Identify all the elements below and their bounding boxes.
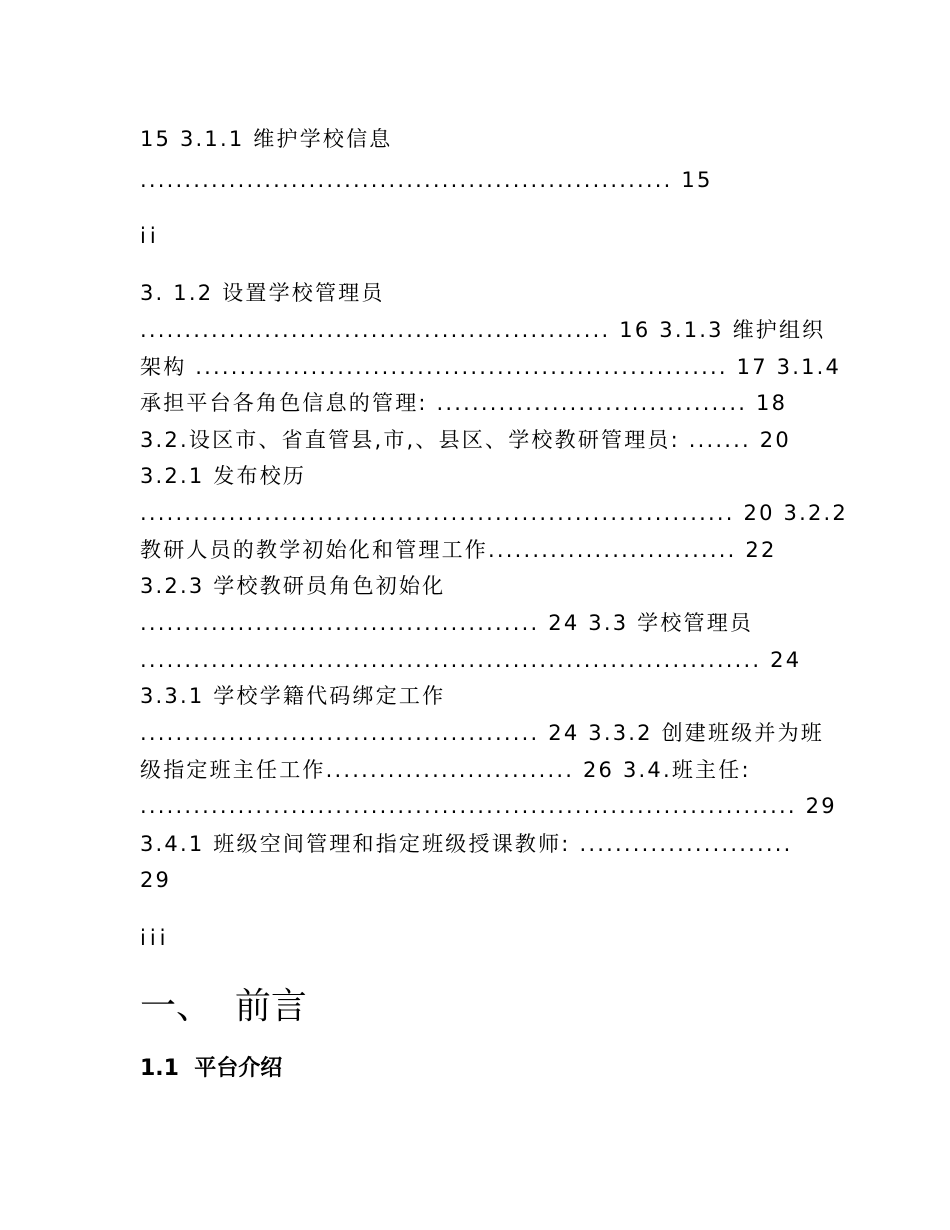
toc-line: ............................................................ 15: [140, 168, 713, 192]
toc-line: ..................................................... 16 3.1.3 维护组织: [140, 318, 826, 342]
subsection-heading-platform-intro: 1.1 平台介绍: [140, 1056, 283, 1081]
toc-line: ...................................................................... 24: [140, 648, 802, 672]
toc-line: 级指定班主任工作............................ 26 3.4.班主任:: [140, 758, 751, 782]
toc-line: 承担平台各角色信息的管理: ................................... 18: [140, 391, 788, 415]
toc-line: 3.2.1 发布校历: [140, 464, 307, 488]
page-number-roman: iii: [140, 926, 170, 950]
toc-line: ................................................................... 20 3.2.2: [140, 501, 848, 525]
toc-line: 29: [140, 868, 172, 892]
toc-line: 3.2.设区市、省直管县,市,、县区、学校教研管理员: ....... 20: [140, 428, 791, 452]
toc-line: 3.4.1 班级空间管理和指定班级授课教师: ........................: [140, 832, 793, 856]
page-number-roman: ii: [140, 224, 160, 248]
toc-line: 15 3.1.1 维护学校信息: [140, 127, 393, 151]
toc-line: 3. 1.2 设置学校管理员: [140, 281, 385, 305]
toc-line: 3.3.1 学校学籍代码绑定工作: [140, 684, 446, 708]
toc-line: 架构 ............................................................ 17 3.1.4: [140, 355, 842, 379]
section-heading-preface: 一、 前言: [140, 986, 307, 1027]
toc-line: 3.2.3 学校教研员角色初始化: [140, 574, 446, 598]
toc-line: ............................................. 24 3.3.2 创建班级并为班: [140, 721, 824, 745]
toc-line: 教研人员的教学初始化和管理工作............................ 22: [140, 538, 777, 562]
toc-line: .......................................................................... 29: [140, 794, 837, 818]
toc-line: ............................................. 24 3.3 学校管理员: [140, 611, 754, 635]
